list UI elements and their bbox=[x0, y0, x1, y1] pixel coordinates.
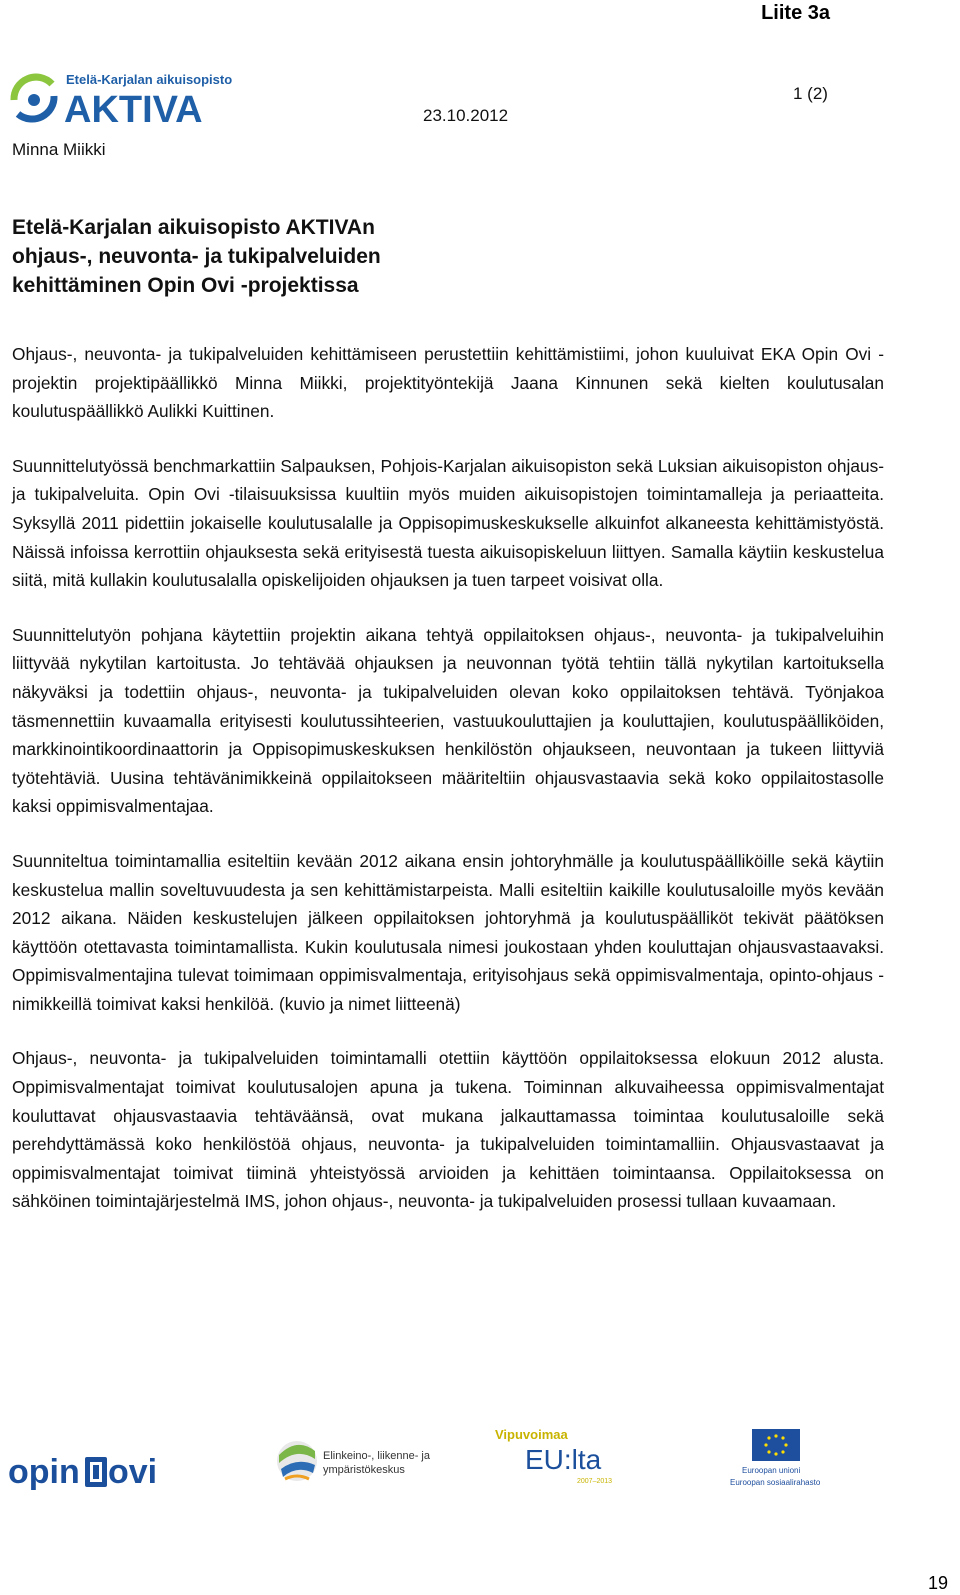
document-date: 23.10.2012 bbox=[423, 106, 509, 125]
aktiva-logo bbox=[8, 70, 248, 130]
body-text bbox=[12, 340, 884, 1242]
vipuvoimaa-label: Vipuvoimaa bbox=[495, 1427, 568, 1442]
paragraph: Ohjaus-, neuvonta- ja tukipalveluiden kehittämiseen perustettiin kehittämistiimi, johon kuuluivat EKA Opin Ovi -projektin projektipäällikkö Minna Miikki, projektityöntekijä Jaana Kinnunen sekä kielten koulutusalan koulutuspäällikkö Aulikki Kuittinen. bbox=[12, 344, 884, 422]
appendix-label: Liite 3a bbox=[761, 2, 830, 24]
paragraph: Suunnittelutyön pohjana käytettiin projektin aikana tehtyä oppilaitoksen ohjaus-, neuvonta- ja tukipalveluihin liittyvää nykytilan kartoitusta. Jo tehtävää ohjauksen ja neuvonnan työtä tehtiin tällä nykytilan kartoituksella näkyväksi ja todettiin ohjaus-, neuvonta- ja tukipalveluiden olevan koko oppilaitoksen tehtävä. Työnjakoa täsmennettiin kuvaamalla erityisesti koulutussihteerien, vastuukouluttajien ja kouluttajien, koulutuspäälliköiden, markkinointikoordinaattorin ja Oppisopimuskeskuksen henkilöstön ohjaukseen, neuvontaan ja tukeen liittyviä työtehtäviä. Uusina tehtävänimikkeinä oppilaitokseen määriteltiin ohjausvastaavia sekä koko oppilaitostasolle kaksi oppimisvalmentajaa. bbox=[12, 624, 884, 817]
page-indicator: 1 (2) bbox=[793, 84, 828, 103]
opinovi-logo-a: opin bbox=[8, 1453, 80, 1491]
ely-logo-line2: ympäristökeskus bbox=[323, 1464, 405, 1476]
aktiva-logo-word: AKTIVA bbox=[64, 89, 203, 130]
eulta-years: 2007–2013 bbox=[577, 1478, 613, 1485]
document-title bbox=[12, 213, 572, 300]
paragraph: Suunniteltua toimintamallia esiteltiin kevään 2012 aikana ensin johtoryhmälle ja koulutuspäälliköille sekä käytiin keskustelua mallin soveltuvuudesta ja sen kehittämistarpeista. Malli esiteltiin kaikille koulutusaloille myös kevään 2012 aikana. Näiden keskustelujen jälkeen oppilaitoksen johtoryhmä ja koulutuspäälliköt tekivät päätöksen käyttöön otettavasta toimintamallista. Kukin koulutusala nimesi joukostaan yhden kouluttajan ohjausvastaavaksi. Oppimisvalmentajina tulevat toimimaan oppimisvalmentaja, erityisohjaus sekä oppimisvalmentaja, opinto-ohjaus -nimikkeillä toimivat kaksi henkilöä. (kuvio ja nimet liitteenä) bbox=[12, 850, 884, 1014]
ely-logo bbox=[275, 1433, 445, 1489]
opinovi-logo-b: ovi bbox=[108, 1453, 158, 1491]
title-line: Etelä-Karjalan aikuisopisto AKTIVAn bbox=[12, 216, 375, 239]
author-name: Minna Miikki bbox=[12, 140, 106, 159]
ely-emblem-icon bbox=[277, 1441, 317, 1481]
paragraph: Ohjaus-, neuvonta- ja tukipalveluiden toimintamalli otettiin käyttöön oppilaitoksessa elokuun 2012 alusta. Oppimisvalmentajat toimivat koulutusalojen apuna ja tukena. Toiminnan alkuvaiheessa oppimisvalmentajat kouluttavat ohjausvastaavia tehtäväänsä, ovat mukana jalkauttamassa toimintaa koulutusaloille sekä perehdyttämässä koko henkilöstöä ohjaus, neuvonta- ja tukipalveluiden toimintamalliin. Ohjausvastaavat ja oppimisvalmentajat toimivat tiiminä yhteistyössä arvioiden ja kehittäen toimintaansa. Oppilaitoksessa on sähköinen toimintajärjestelmä IMS, johon ohjaus-, neuvonta- ja tukipalveluiden prosessi tullaan kuvaamaan. bbox=[12, 1048, 884, 1212]
page-number: 19 bbox=[927, 1573, 948, 1593]
esr-logo bbox=[728, 1429, 828, 1489]
eu-flag-icon bbox=[752, 1429, 800, 1461]
paragraph: Suunnittelutyössä benchmarkattiin Salpauksen, Pohjois-Karjalan aikuisopiston sekä Luksian aikuisopiston ohjaus- ja tukipalveluita. Opin Ovi -tilaisuuksissa kuultiin myös muiden aikuisopistojen toimintamalleja ja periaatteita. Syksyllä 2011 pidettiin jokaiselle koulutusalalle ja Oppisopimuskeskukselle alkuinfot alkaneesta kehittämistyöstä. Näissä infoissa kerrottiin ohjauksesta sekä erityisestä tuesta aikuisopiskeluun liittyen. Samalla käytiin keskustelua siitä, mitä kullakin koulutusalalla opiskelijoiden ohjauksen ja tuen tarpeet voisivat olla. bbox=[12, 455, 884, 591]
opinovi-logo bbox=[8, 1447, 168, 1497]
esr-line1: Euroopan unioni bbox=[742, 1466, 801, 1475]
aktiva-logo-org: Etelä-Karjalan aikuisopisto bbox=[66, 72, 233, 87]
door-icon bbox=[85, 1457, 107, 1487]
vipuvoimaa-eu-logo bbox=[495, 1425, 620, 1487]
esr-line2: Euroopan sosiaalirahasto bbox=[730, 1478, 821, 1487]
aktiva-emblem-icon bbox=[14, 77, 54, 119]
title-line: kehittäminen Opin Ovi -projektissa bbox=[12, 274, 359, 297]
ely-logo-line1: Elinkeino-, liikenne- ja bbox=[323, 1450, 430, 1462]
eulta-label: EU:lta bbox=[525, 1444, 602, 1475]
footer-logos bbox=[0, 1427, 960, 1507]
title-line: ohjaus-, neuvonta- ja tukipalveluiden bbox=[12, 245, 381, 268]
